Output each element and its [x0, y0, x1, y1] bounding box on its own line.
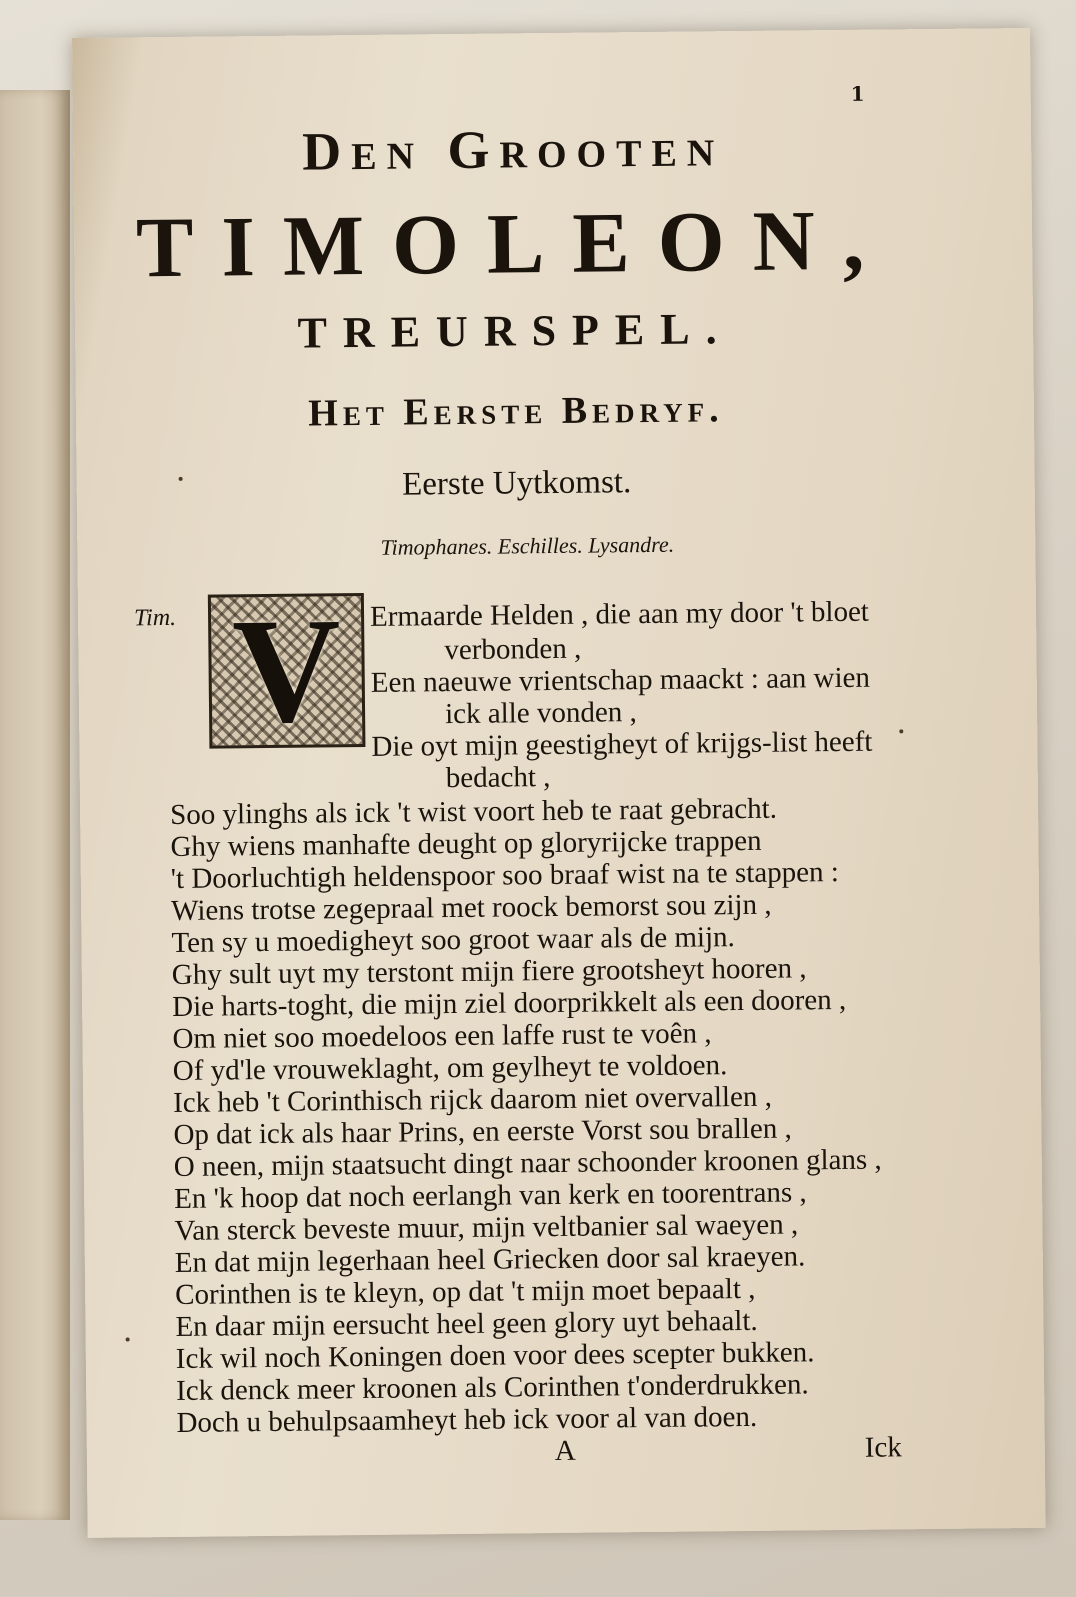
- verse-line: Doch u behulpsaamheyt heb ick voor al van doen.: [176, 1400, 758, 1439]
- verse-line: Om niet soo moedeloos een laffe rust te voên ,: [172, 1017, 712, 1056]
- title-line-2: TIMOLEON,: [135, 191, 893, 296]
- verse-line: En daar mijn eersucht heel geen glory uyt behaalt.: [175, 1304, 758, 1343]
- act-heading: Het Eerste Bedryf.: [308, 388, 724, 435]
- page-number: 1: [850, 81, 865, 106]
- verse-line: Of yd'le vrouweklaght, om geylheyt te voldoen.: [172, 1049, 728, 1087]
- verse-line: 't Doorluchtigh heldenspoor soo braaf wist na te stappen :: [170, 856, 840, 896]
- ink-speck: [126, 1337, 130, 1341]
- verse-line: ick alle vonden ,: [444, 696, 637, 731]
- verse-line: Ick wil noch Koningen doen voor dees scepter bukken.: [175, 1336, 815, 1375]
- verse-line: Een naeuwe vrientschap maackt : aan wien: [370, 661, 871, 699]
- ink-speck: [179, 477, 183, 481]
- verse-line: Corinthen is te kleyn, op dat 't mijn moet bepaalt ,: [175, 1272, 756, 1311]
- page-content: [72, 28, 1046, 1538]
- verse-line: bedacht ,: [445, 761, 551, 795]
- verse-line: Soo ylinghs als ick 't wist voort heb te raat gebracht.: [169, 792, 778, 832]
- verse-line: Die harts-toght, die mijn ziel doorprikkelt als een dooren ,: [171, 983, 847, 1024]
- ink-speck: [899, 729, 903, 733]
- initial-letter: V: [231, 587, 342, 755]
- catchword: Ick: [864, 1431, 903, 1464]
- verse-line: Die oyt mijn geestigheyt of krijgs-list heeft: [371, 725, 873, 763]
- verse-line: Ick heb 't Corinthisch rijck daarom niet overvallen ,: [172, 1080, 773, 1119]
- verse-line: Ten sy u moedigheyt soo groot waar als de mijn.: [171, 921, 735, 960]
- left-page-edge: [0, 90, 70, 1520]
- scene-heading: Eerste Uytkomst.: [401, 464, 632, 503]
- character-list: Timophanes. Eschilles. Lysandre.: [380, 531, 675, 560]
- verse-line: Van sterck beveste muur, mijn veltbanier sal waeyen ,: [174, 1208, 799, 1247]
- verse-line: Ghy wiens manhafte deught op gloryrijcke trappen: [170, 824, 762, 864]
- verse-line: Ermaarde Helden , die aan my door 't bloet: [369, 595, 870, 633]
- verse-line: En dat mijn legerhaan heel Griecken door sal kraeyen.: [174, 1240, 806, 1279]
- verse-line: En 'k hoop dat noch eerlangh van kerk en toorentrans ,: [173, 1176, 807, 1215]
- verse-line: Wiens trotse zegepraal met roock bemorst sou zijn ,: [170, 888, 772, 928]
- verse-line: Ghy sult uyt my terstont mijn fiere grootsheyt hooren ,: [171, 952, 807, 992]
- title-line-3: TREURSPEL.: [297, 304, 733, 358]
- verse-line: O neen, mijn staatsucht dingt naar schoonder kroonen glans ,: [173, 1143, 882, 1183]
- verse-line: verbonden ,: [444, 632, 582, 667]
- signature-mark: A: [554, 1434, 576, 1468]
- title-line-1: Den Grooten: [301, 117, 725, 182]
- speaker-label: Tim.: [133, 604, 177, 632]
- verse-line: Ick denck meer kroonen als Corinthen t'onderdrukken.: [176, 1368, 809, 1407]
- book-page: [72, 28, 1046, 1538]
- verse-line: Op dat ick als haar Prins, en eerste Vorst sou brallen ,: [173, 1112, 792, 1151]
- decorated-initial: [208, 587, 366, 755]
